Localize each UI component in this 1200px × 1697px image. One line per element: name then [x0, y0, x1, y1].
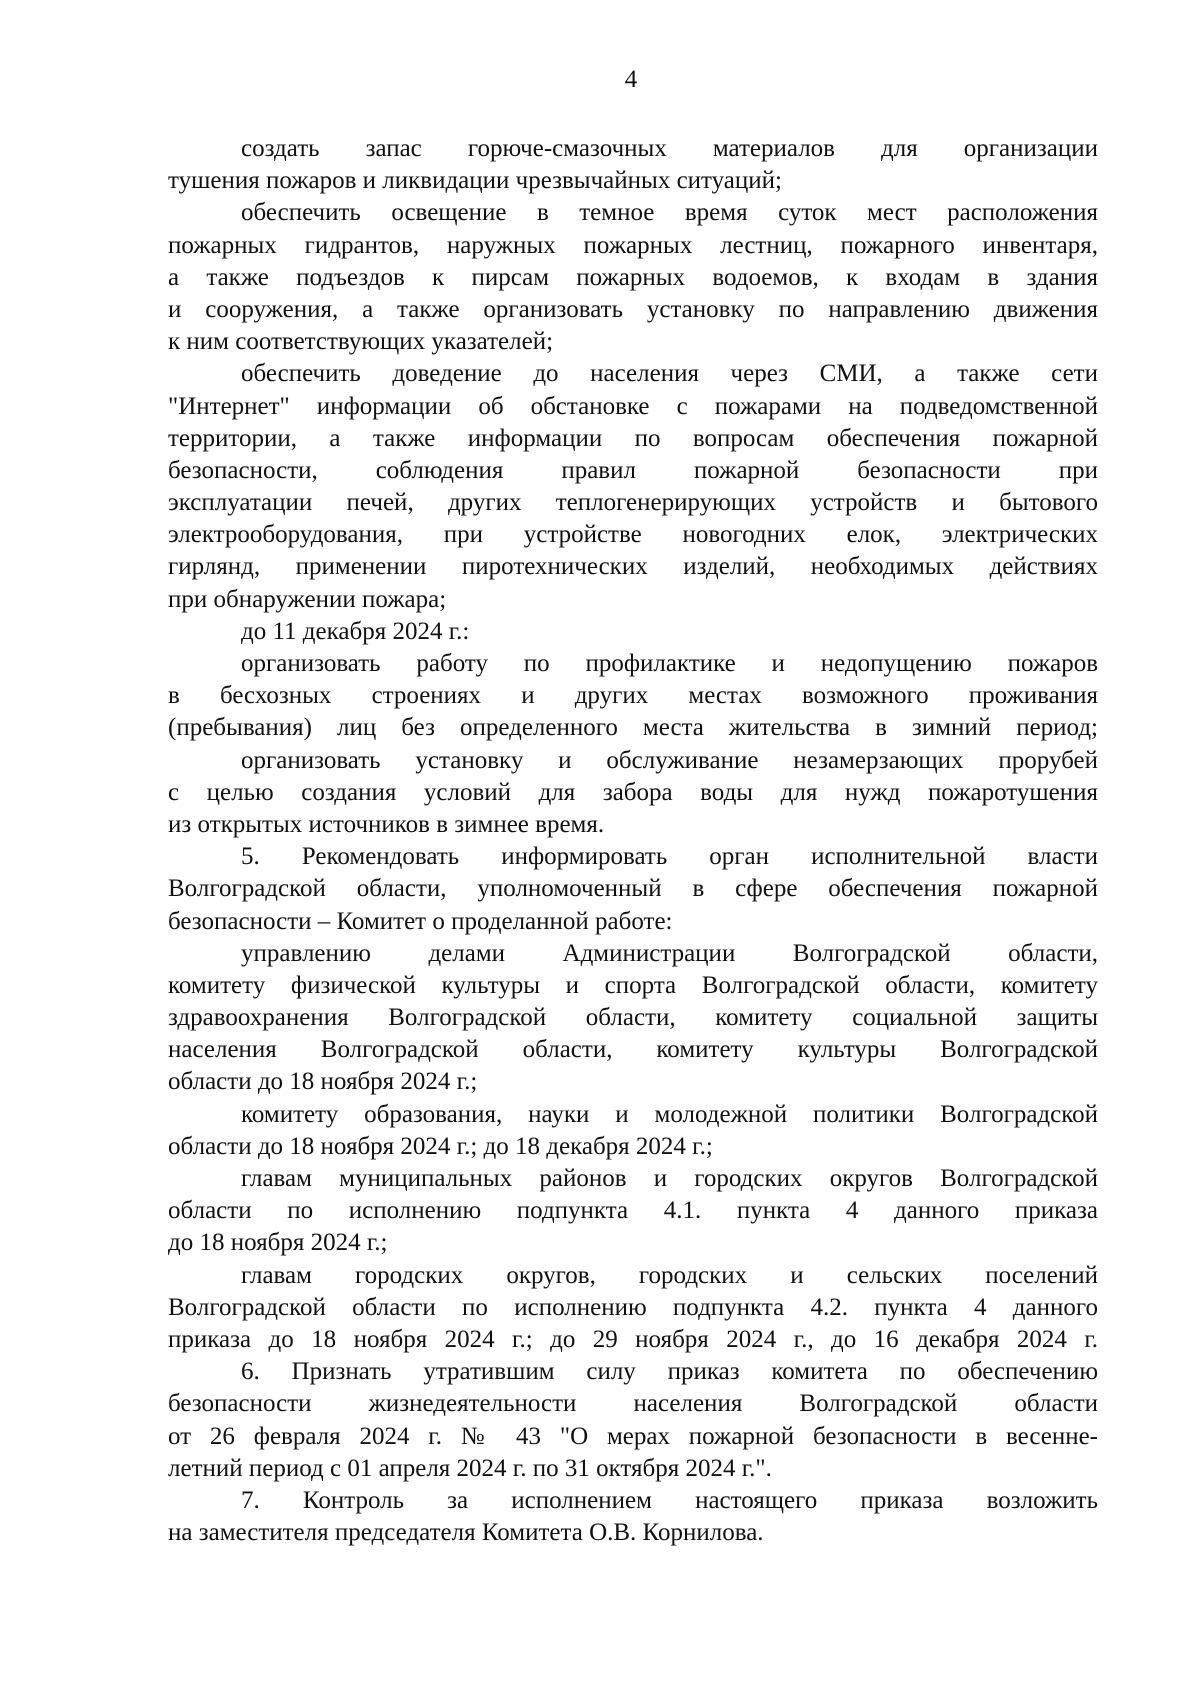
text-line: к ним соответствующих указателей; — [168, 328, 554, 356]
text-line: безопасности – Комитет о проделанной работе: — [168, 907, 673, 935]
text-line: от 26 февраля 2024 г. № 43 "О мерах пожарной безопасности в весенне- — [168, 1422, 1098, 1450]
body-text — [168, 133, 1098, 1549]
text-line: главам муниципальных районов и городских округов Волгоградской — [241, 1165, 1098, 1192]
text-line: области по исполнению подпункта 4.1. пункта 4 данного приказа — [168, 1197, 1098, 1225]
text-line: в бесхозных строениях и других местах возможного проживания — [168, 682, 1098, 710]
text-line: 7. Контроль за исполнением настоящего приказа возложить — [241, 1486, 1098, 1514]
text-line: 6. Признать утратившим силу приказ комитета по обеспечению — [241, 1358, 1098, 1386]
text-line: безопасности, соблюдения правил пожарной безопасности при — [168, 456, 1098, 484]
text-line: организовать работу по профилактике и недопущению пожаров — [241, 650, 1098, 677]
text-line: летний период с 01 апреля 2024 г. по 31 октября 2024 г.". — [168, 1454, 772, 1482]
text-line: Волгоградской области по исполнению подпункта 4.2. пункта 4 данного — [168, 1293, 1098, 1321]
text-line: обеспечить освещение в темное время суток мест расположения — [241, 199, 1098, 227]
text-line: до 18 ноября 2024 г.; — [168, 1229, 388, 1257]
text-line: тушения пожаров и ликвидации чрезвычайных ситуаций; — [168, 167, 782, 195]
text-line: населения Волгоградской области, комитету культуры Волгоградской — [168, 1036, 1098, 1064]
text-line: 5. Рекомендовать информировать орган исполнительной власти — [241, 843, 1098, 871]
text-line: организовать установку и обслуживание незамерзающих прорубей — [241, 746, 1098, 774]
text-line: а также подъездов к пирсам пожарных водоемов, к входам в здания — [168, 263, 1098, 291]
text-line: комитету образования, науки и молодежной политики Волгоградской — [241, 1100, 1098, 1128]
text-line: пожарных гидрантов, наружных пожарных лестниц, пожарного инвентаря, — [168, 231, 1098, 259]
text-line: (пребывания) лиц без определенного места жительства в зимний период; — [168, 714, 1098, 742]
text-line: области до 18 ноября 2024 г.; до 18 декабря 2024 г.; — [168, 1132, 713, 1160]
text-line: безопасности жизнедеятельности населения Волгоградской области — [168, 1390, 1098, 1418]
text-line: до 11 декабря 2024 г.: — [241, 617, 470, 645]
text-line: при обнаружении пожара; — [168, 585, 447, 613]
text-line: управлению делами Администрации Волгоградской области, — [241, 939, 1098, 967]
text-line: из открытых источников в зимнее время. — [168, 810, 605, 838]
text-line: территории, а также информации по вопросам обеспечения пожарной — [168, 424, 1098, 452]
text-line: "Интернет" информации об обстановке с пожарами на подведомственной — [168, 392, 1098, 420]
text-line: комитету физической культуры и спорта Волгоградской области, комитету — [168, 971, 1098, 999]
text-line: области до 18 ноября 2024 г.; — [168, 1068, 478, 1096]
page-number: 4 — [624, 66, 638, 93]
text-line: Волгоградской области, уполномоченный в сфере обеспечения пожарной — [168, 875, 1098, 903]
text-line: на заместителя председателя Комитета О.В. Корнилова. — [168, 1519, 764, 1547]
text-line: обеспечить доведение до населения через СМИ, а также сети — [241, 360, 1098, 388]
text-line: гирлянд, применении пиротехнических изделий, необходимых действиях — [168, 553, 1098, 581]
text-line: электрооборудования, при устройстве новогодних елок, электрических — [168, 521, 1098, 549]
text-line: создать запас горюче-смазочных материалов для организации — [241, 135, 1098, 162]
text-line: приказа до 18 ноября 2024 г.; до 29 ноября 2024 г., до 16 декабря 2024 г. — [168, 1325, 1098, 1353]
text-line: с целью создания условий для забора воды для нужд пожаротушения — [168, 778, 1098, 806]
text-line: и сооружения, а также организовать установку по направлению движения — [168, 295, 1098, 323]
text-line: главам городских округов, городских и сельских поселений — [241, 1261, 1098, 1289]
text-line: эксплуатации печей, других теплогенерирующих устройств и бытового — [168, 489, 1098, 517]
text-line: здравоохранения Волгоградской области, комитету социальной защиты — [168, 1004, 1098, 1032]
